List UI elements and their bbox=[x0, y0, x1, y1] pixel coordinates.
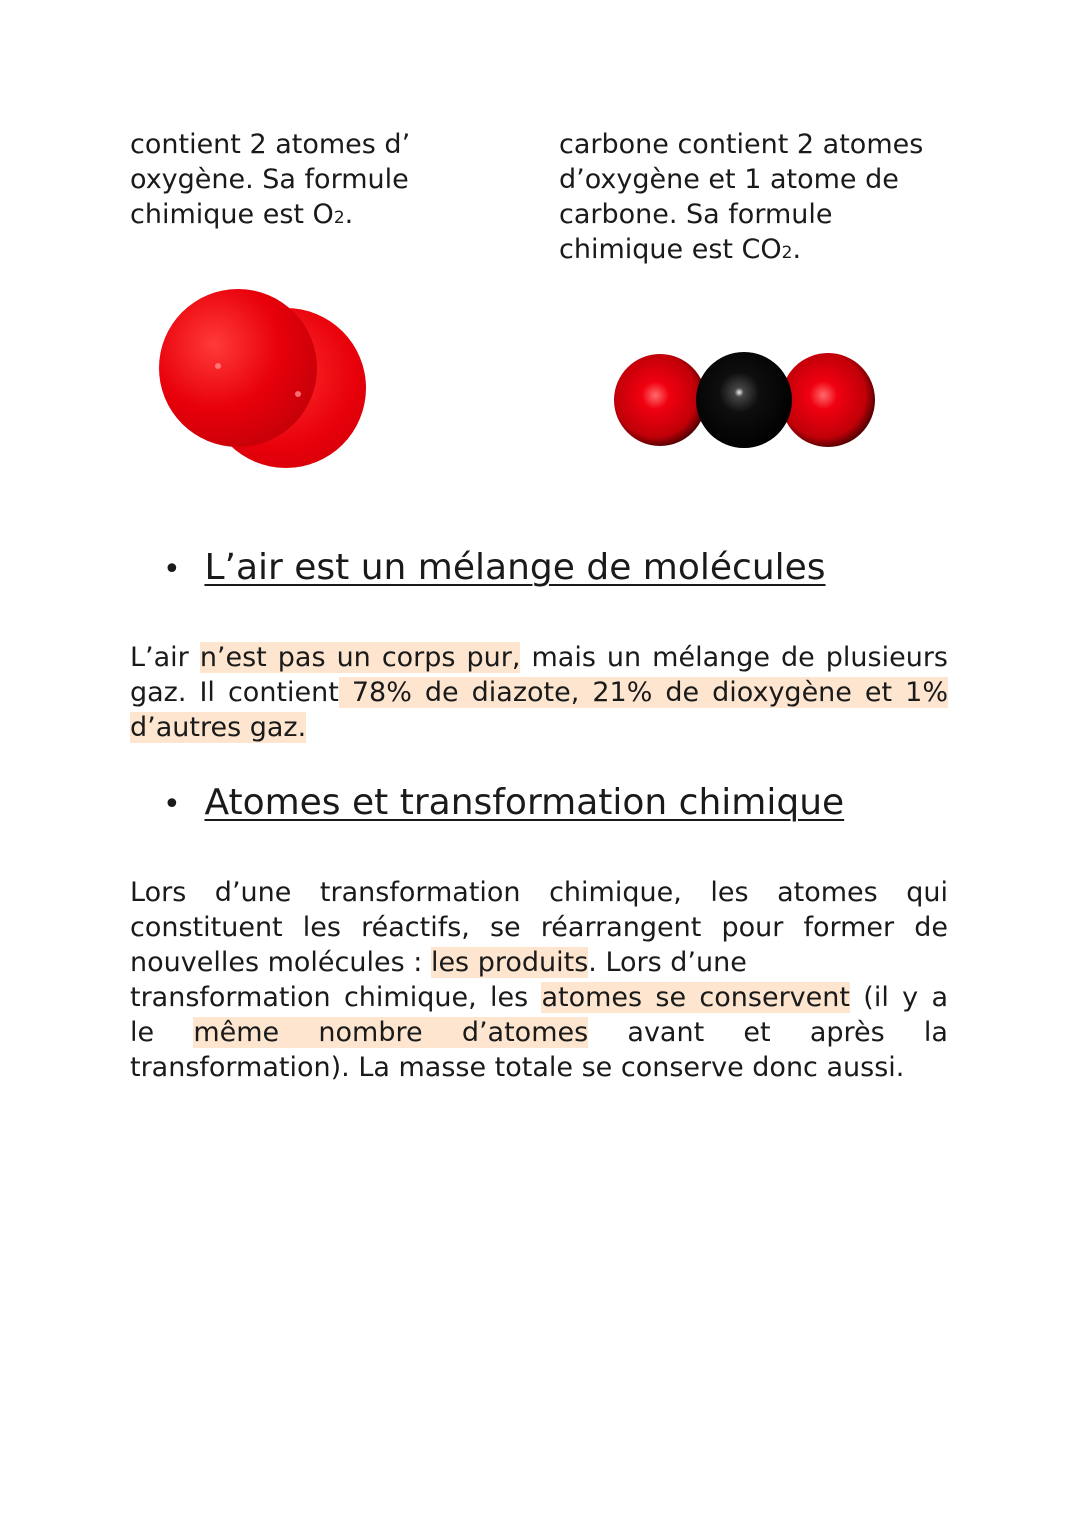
co2-carbon-atom bbox=[696, 352, 792, 448]
co2-molecule-image bbox=[610, 346, 880, 456]
o2-molecule-image bbox=[150, 282, 380, 477]
atoms-line-2: constituent les réactifs, se réarrangent pour former de bbox=[130, 912, 948, 943]
atoms-line-4: transformation chimique, les atomes se conservent (il y a bbox=[130, 982, 949, 1013]
atoms-section-title: Atomes et transformation chimique bbox=[204, 782, 845, 823]
co2-oxygen-atom-left bbox=[614, 354, 706, 446]
bullet-icon: • bbox=[163, 787, 181, 822]
co2-line-4: chimique est CO2. bbox=[559, 234, 802, 265]
air-section-heading bbox=[163, 546, 826, 592]
o2-description bbox=[130, 127, 490, 236]
o2-line-2: oxygène. Sa formule bbox=[130, 164, 409, 195]
atoms-line-5: le même nombre d’atomes avant et après la bbox=[130, 1017, 948, 1048]
air-section-title: L’air est un mélange de molécules bbox=[204, 547, 826, 588]
co2-description bbox=[559, 127, 979, 271]
atoms-line-3: nouvelles molécules : les produits. Lors d’une bbox=[130, 947, 747, 978]
highlight-composition: 78% de diazote, 21% de dioxygène et 1% d’autres gaz. bbox=[130, 677, 948, 743]
co2-line-1: carbone contient 2 atomes bbox=[559, 129, 924, 160]
atoms-section-heading bbox=[163, 781, 844, 827]
atoms-line-1: Lors d’une transformation chimique, les atomes qui bbox=[130, 877, 948, 908]
highlight-not-pure: n’est pas un corps pur, bbox=[199, 642, 521, 673]
atoms-paragraph bbox=[130, 875, 948, 1085]
co2-line-2: d’oxygène et 1 atome de bbox=[559, 164, 899, 195]
o2-line-1: contient 2 atomes d’ bbox=[130, 129, 411, 160]
co2-oxygen-atom-right bbox=[781, 353, 875, 447]
highlight-products: les produits bbox=[430, 947, 589, 978]
highlight-same-number: même nombre d’atomes bbox=[193, 1017, 589, 1048]
oxygen-atom-1 bbox=[159, 289, 317, 447]
bullet-icon: • bbox=[163, 552, 181, 587]
co2-line-3: carbone. Sa formule bbox=[559, 199, 833, 230]
o2-line-3: chimique est O2. bbox=[130, 199, 354, 230]
highlight-conservation: atomes se conservent bbox=[541, 982, 850, 1013]
air-paragraph: L’air n’est pas un corps pur, mais un mélange de plusieurs gaz. Il contient 78% de diazote, 21% de dioxygène et 1% d’autres gaz. bbox=[130, 642, 948, 743]
atoms-line-6: transformation). La masse totale se conserve donc aussi. bbox=[130, 1052, 905, 1083]
